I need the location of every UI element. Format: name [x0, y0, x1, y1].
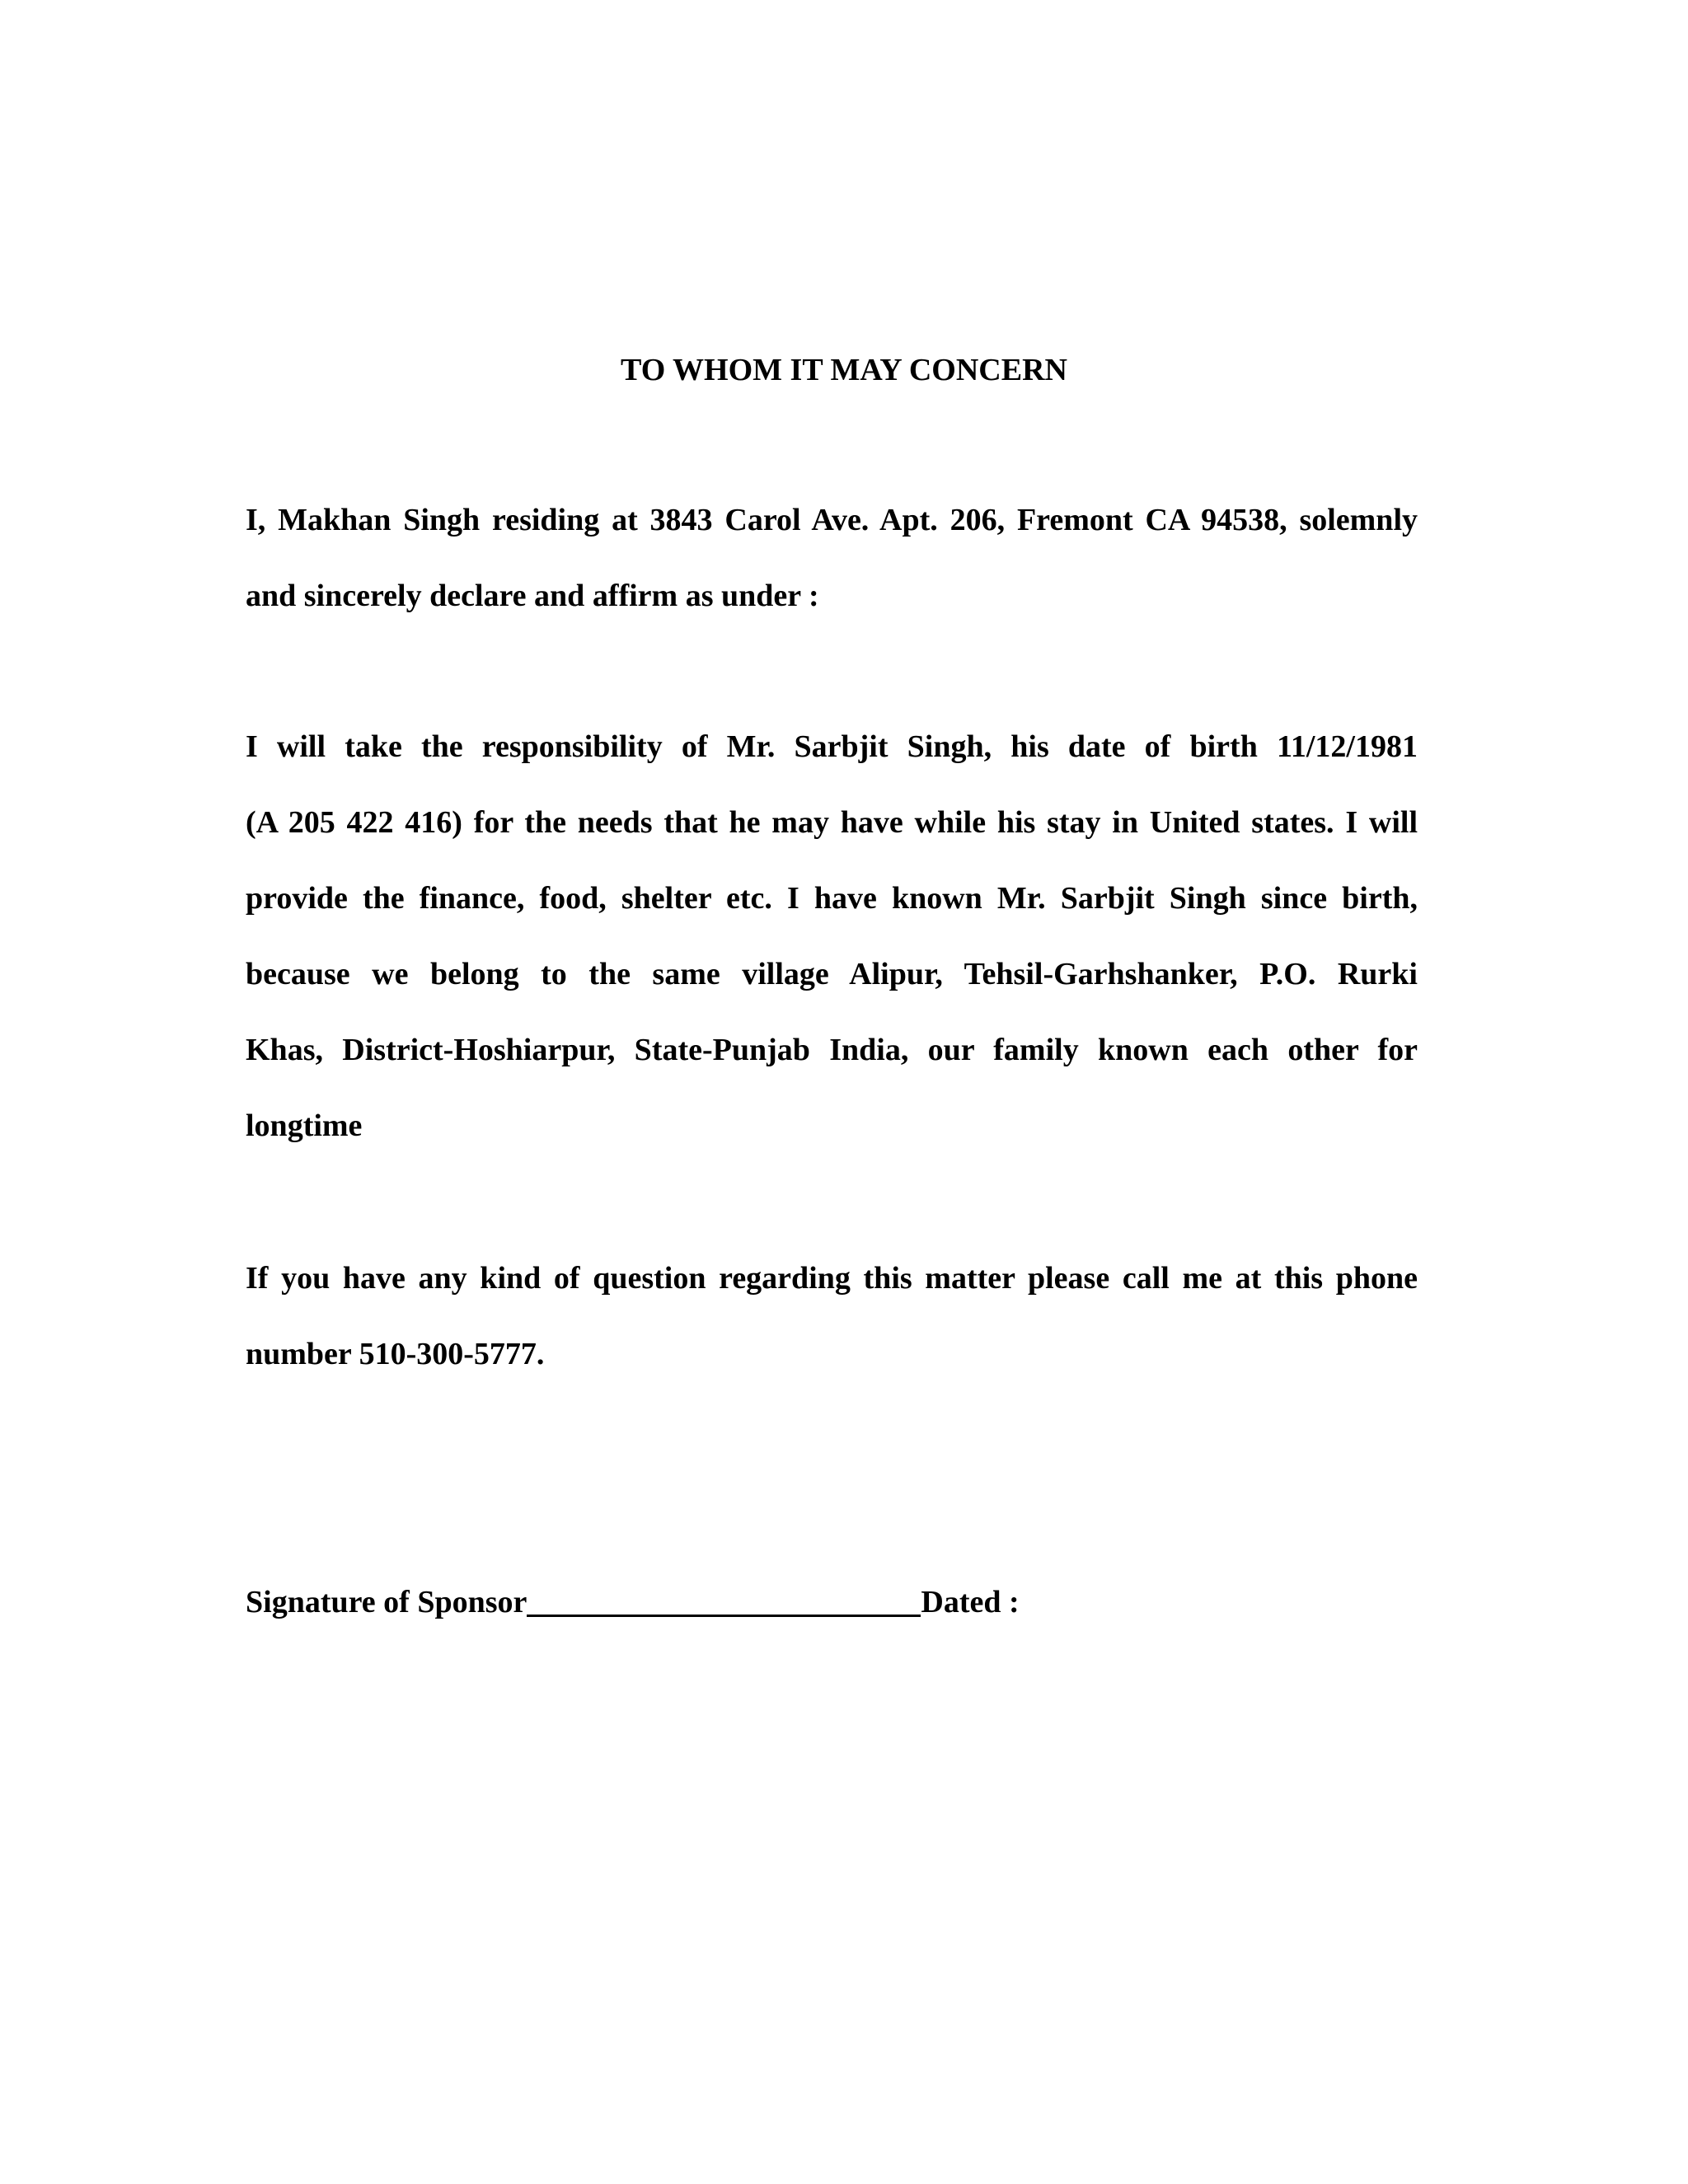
paragraph-line: provide the finance, food, shelter etc. I have known Mr. Sarbjit Singh since birth, — [246, 881, 1418, 916]
paragraph-line: because we belong to the same village Alipur, Tehsil-Garhshanker, P.O. Rurki — [246, 957, 1418, 991]
paragraph-line: If you have any kind of question regarding this matter please call me at this phone — [246, 1261, 1418, 1296]
paragraph-line: longtime — [246, 1108, 363, 1143]
signature-row — [246, 1578, 1020, 1626]
paragraph-line: and sincerely declare and affirm as under : — [246, 579, 819, 613]
document-title: TO WHOM IT MAY CONCERN — [621, 353, 1067, 387]
signature-line — [527, 1582, 921, 1617]
paragraph-line: I will take the responsibility of Mr. Sarbjit Singh, his date of birth 11/12/1981 — [246, 729, 1418, 764]
contact-paragraph — [246, 1240, 1418, 1392]
responsibility-paragraph — [246, 709, 1418, 1164]
paragraph-line: number 510-300-5777. — [246, 1337, 545, 1371]
paragraph-line: Khas, District-Hoshiarpur, State-Punjab India, our family known each other for — [246, 1033, 1418, 1067]
signature-label: Signature of Sponsor — [246, 1585, 528, 1619]
dated-label: Dated : — [921, 1585, 1020, 1619]
paragraph-line: I, Makhan Singh residing at 3843 Carol Ave. Apt. 206, Fremont CA 94538, solemnly — [246, 503, 1418, 537]
declaration-paragraph — [246, 482, 1418, 634]
paragraph-line: (A 205 422 416) for the needs that he may have while his stay in United states. I will — [246, 805, 1418, 840]
